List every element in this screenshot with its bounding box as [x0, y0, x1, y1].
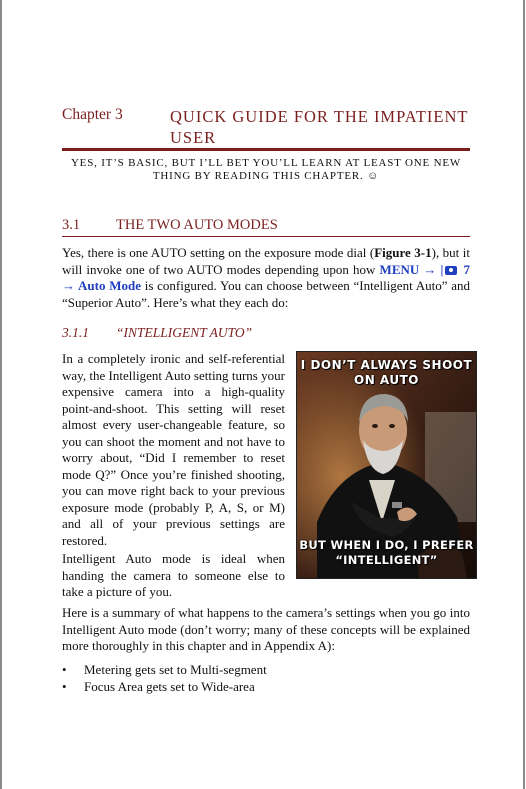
- arrow-b: →: [62, 278, 75, 293]
- chapter-label: Chapter 3: [62, 106, 123, 123]
- subsection-number: 3.1.1: [62, 325, 89, 340]
- list-item: [62, 661, 470, 678]
- bullet-icon: •: [62, 662, 67, 677]
- intro-text-c: is configured. You can choose between “Intelligent Auto” and “Superior Auto”. Here’s what they each do:: [62, 278, 470, 310]
- body-paragraph-2: Intelligent Auto mode is ideal when handing the camera to someone else to take a picture of you.: [62, 551, 285, 599]
- meme-top-caption: I DON’T ALWAYS SHOOT ON AUTO: [300, 358, 473, 387]
- settings-bullet-list: [62, 661, 470, 695]
- intro-paragraph: [62, 245, 470, 311]
- bullet-icon: •: [62, 679, 67, 694]
- menu-word: MENU: [379, 261, 420, 277]
- section-rule: [62, 236, 470, 237]
- chapter-title: QUICK GUIDE FOR THE IMPATIENT USER: [170, 107, 469, 147]
- menu-item-auto-mode: Auto Mode: [78, 278, 141, 293]
- bullet-text: Focus Area gets set to Wide-area: [84, 679, 255, 694]
- menu-tab-number: 7: [463, 261, 470, 277]
- intro-text-a: Yes, there is one AUTO setting on the exposure mode dial (: [62, 245, 375, 260]
- menu-path: MENU → | 7 → Auto Mode: [62, 261, 470, 293]
- section-number: 3.1: [62, 217, 81, 233]
- camera-tab-icon: [445, 266, 457, 275]
- subsection-title: “INTELLIGENT AUTO”: [116, 325, 253, 340]
- arrow-a: →: [423, 261, 437, 277]
- meme-bottom-caption: BUT WHEN I DO, I PREFER “INTELLIGENT”: [299, 538, 474, 567]
- chapter-rule: [62, 148, 470, 151]
- body-paragraph-1: In a completely ironic and self-referential way, the Intelligent Auto setting turns your expensive camera into a high-quality point-and-shoot. This setting will reset almost every user-changeable feature, so you can shoot the moment and not have to worry about, “Did I remember to reset mode Q?” Once you’re finished shooting, you can move right back to your previous exposure mode (probably P, A, S, or M) and all of your previous settings are restored.: [62, 351, 285, 548]
- figure-reference: Figure 3-1: [374, 245, 432, 260]
- chapter-tagline: YES, IT’S BASIC, BUT I’LL BET YOU’LL LEARN AT LEAST ONE NEW THING BY READING THIS CHAPTER. ☺: [70, 157, 462, 182]
- list-item: [62, 678, 470, 695]
- page-edge-left: [0, 0, 2, 789]
- intro-text-b: ), but it will invoke one of two AUTO modes depending upon how: [62, 245, 471, 277]
- page-edge-right: [523, 0, 525, 789]
- summary-paragraph: Here is a summary of what happens to the camera’s settings when you go into Intelligent Auto mode (don’t worry; many of these concepts will be explained more thoroughly in this chapter and in Appendix A):: [62, 605, 470, 653]
- meme-image: [296, 351, 477, 579]
- section-title: THE TWO AUTO MODES: [116, 217, 278, 233]
- bullet-text: Metering gets set to Multi-segment: [84, 662, 267, 677]
